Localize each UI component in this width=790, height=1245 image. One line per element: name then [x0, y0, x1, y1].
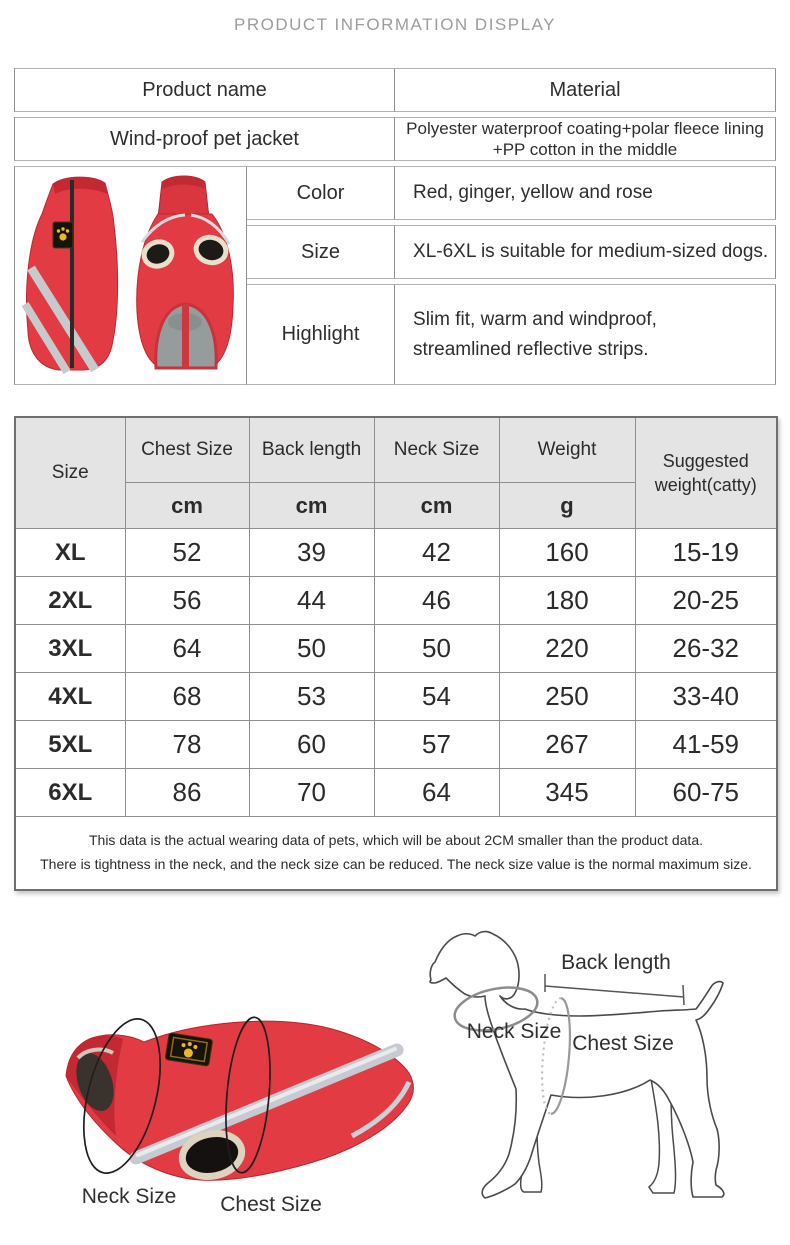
- size-chart-table: [14, 416, 778, 891]
- cell-size: 2XL: [15, 577, 125, 625]
- cell-chest: 68: [125, 673, 249, 721]
- cell-back: 53: [249, 673, 374, 721]
- cell-weight: 220: [499, 625, 635, 673]
- measurement-guide-section: [0, 917, 790, 1245]
- highlight-label: Highlight: [247, 284, 395, 385]
- unit-weight: g: [499, 483, 635, 529]
- col-header-weight: Weight: [499, 417, 635, 483]
- cell-chest: 56: [125, 577, 249, 625]
- unit-back: cm: [249, 483, 374, 529]
- cell-suggested: 15-19: [635, 529, 777, 577]
- col-header-size: Size: [15, 417, 125, 529]
- pet-jacket-product-image: [15, 170, 247, 376]
- cell-neck: 46: [374, 577, 499, 625]
- cell-weight: 180: [499, 577, 635, 625]
- dog-neck-size-label: Neck Size: [466, 1020, 562, 1043]
- cell-weight: 250: [499, 673, 635, 721]
- jacket-front-view-image: [137, 176, 234, 368]
- dog-chest-size-label: Chest Size: [572, 1032, 674, 1055]
- jacket-chest-size-label: Chest Size: [220, 1193, 322, 1216]
- product-info-table: [14, 63, 776, 390]
- table-row: [15, 769, 777, 817]
- highlight-value: Slim fit, warm and windproof, streamlined reflective strips.: [395, 284, 776, 385]
- cell-neck: 42: [374, 529, 499, 577]
- table-row: [15, 721, 777, 769]
- unit-neck: cm: [374, 483, 499, 529]
- paw-logo-icon: [53, 222, 73, 248]
- back-length-measure-line: [545, 974, 684, 1005]
- cell-neck: 57: [374, 721, 499, 769]
- cell-back: 44: [249, 577, 374, 625]
- cell-suggested: 33-40: [635, 673, 777, 721]
- cell-size: 6XL: [15, 769, 125, 817]
- cell-size: XL: [15, 529, 125, 577]
- note-line-2: There is tightness in the neck, and the neck size can be reduced. The neck size value is the normal maximum size.: [40, 856, 752, 872]
- table-row: [15, 529, 777, 577]
- dog-back-length-label: Back length: [561, 951, 671, 974]
- cell-size: 3XL: [15, 625, 125, 673]
- col-header-back: Back length: [249, 417, 374, 483]
- material-header: Material: [395, 68, 776, 112]
- size-chart-note: [15, 817, 777, 891]
- size-label: Size: [247, 225, 395, 279]
- cell-suggested: 26-32: [635, 625, 777, 673]
- cell-weight: 345: [499, 769, 635, 817]
- cell-back: 50: [249, 625, 374, 673]
- cell-neck: 64: [374, 769, 499, 817]
- jacket-measurement-image: [20, 1012, 440, 1242]
- col-header-neck: Neck Size: [374, 417, 499, 483]
- product-photo-cell: [14, 166, 247, 385]
- col-header-suggested: Suggested weight(catty): [635, 417, 777, 529]
- cell-neck: 54: [374, 673, 499, 721]
- cell-suggested: 20-25: [635, 577, 777, 625]
- cell-back: 60: [249, 721, 374, 769]
- cell-weight: 160: [499, 529, 635, 577]
- cell-neck: 50: [374, 625, 499, 673]
- cell-size: 4XL: [15, 673, 125, 721]
- cell-chest: 78: [125, 721, 249, 769]
- jacket-neck-size-label: Neck Size: [81, 1185, 177, 1208]
- color-label: Color: [247, 166, 395, 220]
- col-header-chest: Chest Size: [125, 417, 249, 483]
- cell-back: 70: [249, 769, 374, 817]
- material-value: Polyester waterproof coating+polar fleece lining +PP cotton in the middle: [395, 117, 776, 161]
- note-line-1: This data is the actual wearing data of pets, which will be about 2CM smaller than the product data.: [88, 832, 703, 848]
- product-name-value: Wind-proof pet jacket: [14, 117, 395, 161]
- cell-suggested: 60-75: [635, 769, 777, 817]
- dog-measurement-diagram: [420, 917, 790, 1217]
- color-value: Red, ginger, yellow and rose: [395, 166, 776, 220]
- unit-chest: cm: [125, 483, 249, 529]
- cell-suggested: 41-59: [635, 721, 777, 769]
- cell-chest: 86: [125, 769, 249, 817]
- cell-weight: 267: [499, 721, 635, 769]
- jacket-back-view-image: [25, 177, 118, 372]
- cell-chest: 64: [125, 625, 249, 673]
- product-name-header: Product name: [14, 68, 395, 112]
- cell-size: 5XL: [15, 721, 125, 769]
- table-row: [15, 577, 777, 625]
- table-row: [15, 625, 777, 673]
- cell-chest: 52: [125, 529, 249, 577]
- size-value: XL-6XL is suitable for medium-sized dogs.: [395, 225, 776, 279]
- table-row: [15, 673, 777, 721]
- page-title: PRODUCT INFORMATION DISPLAY: [234, 15, 556, 34]
- cell-back: 39: [249, 529, 374, 577]
